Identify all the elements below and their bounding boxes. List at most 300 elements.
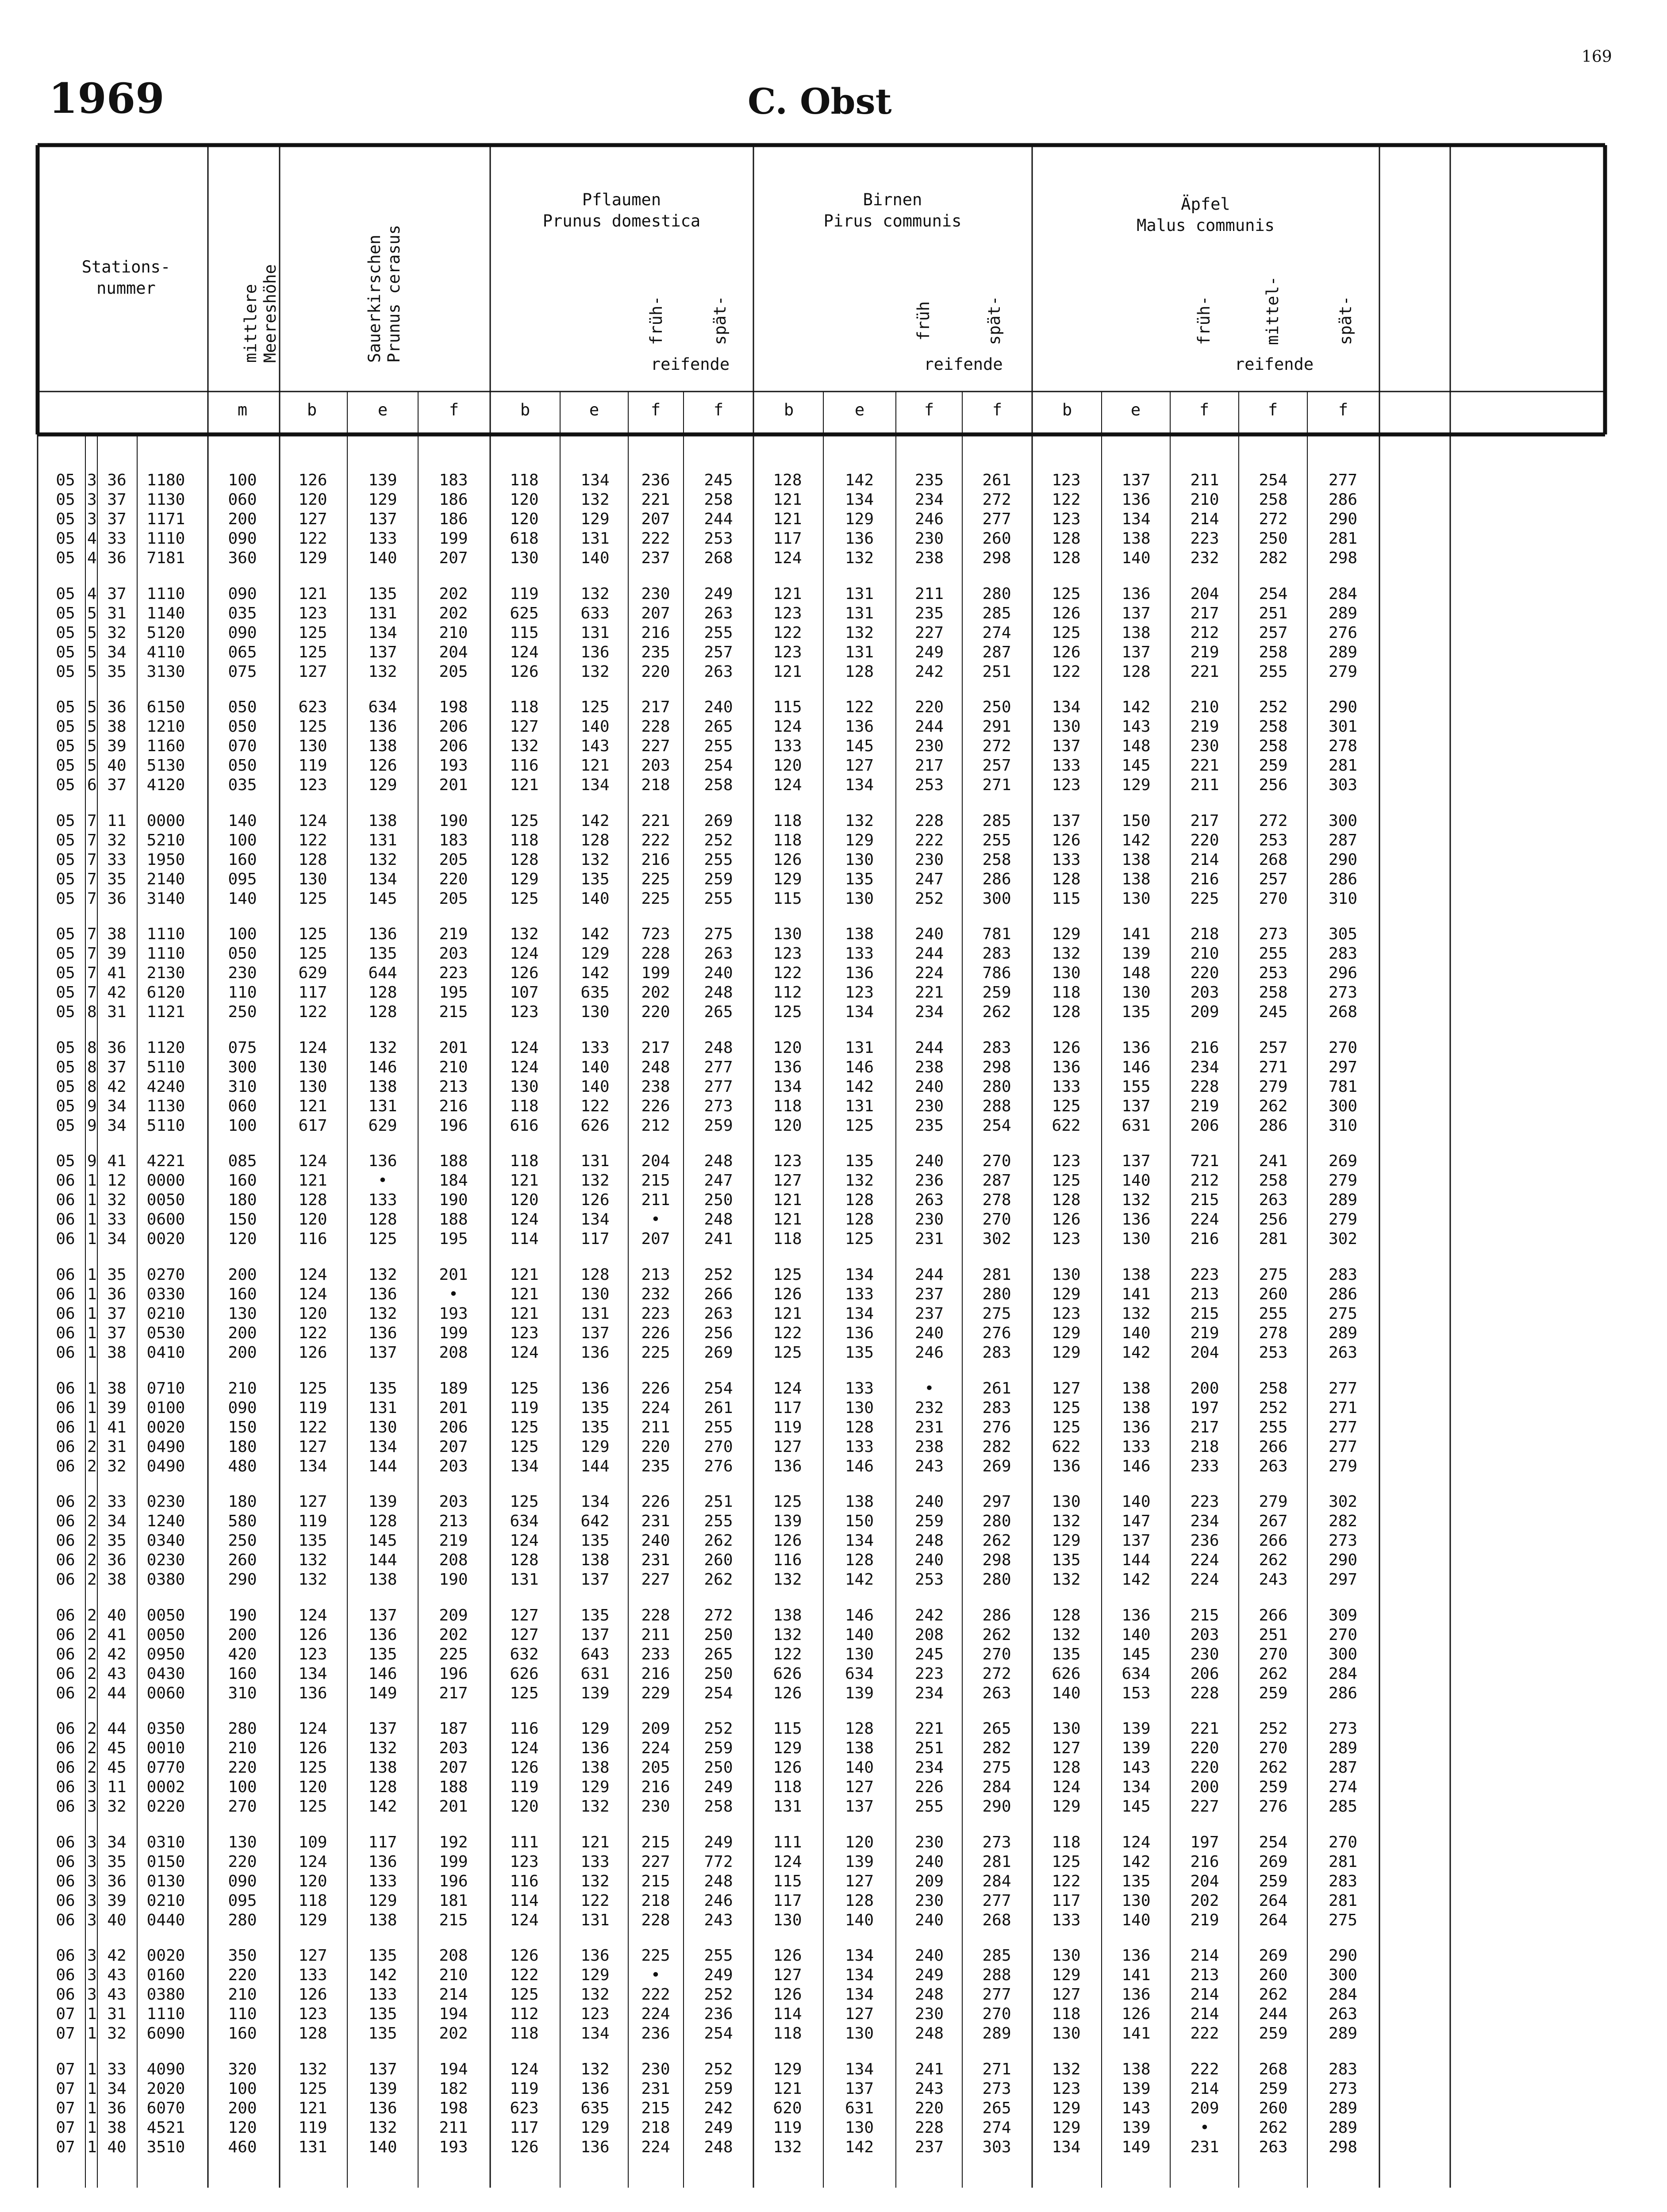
- table-cell: 118: [510, 831, 539, 849]
- table-cell: 280: [228, 1911, 257, 1929]
- table-cell: 6070: [146, 2099, 185, 2117]
- table-cell: 248: [704, 1152, 733, 1170]
- table-cell: 285: [1328, 1797, 1358, 1816]
- table-cell: 263: [914, 1191, 944, 1209]
- table-cell: 248: [704, 1210, 733, 1229]
- table-cell: 117: [1052, 1892, 1081, 1910]
- table-cell: 129: [773, 1739, 802, 1757]
- table-cell: 05: [56, 718, 75, 736]
- table-cell: 287: [1328, 831, 1358, 849]
- table-cell: 140: [228, 890, 257, 908]
- table-cell: 200: [228, 1626, 257, 1644]
- table-cell: 132: [368, 2119, 397, 2137]
- table-cell: 266: [1259, 1532, 1288, 1550]
- table-cell: 244: [1259, 2005, 1288, 2023]
- table-cell: 273: [1328, 1532, 1358, 1550]
- table-cell: 265: [704, 1003, 733, 1021]
- table-row: [0, 889, 1667, 909]
- table-row: [0, 1324, 1667, 1343]
- table-cell: 241: [1259, 1152, 1288, 1170]
- table-cell: 121: [773, 491, 802, 509]
- table-cell: 100: [228, 831, 257, 849]
- table-cell: 206: [1190, 1117, 1219, 1135]
- table-cell: 131: [580, 1911, 610, 1929]
- table-cell: 234: [1190, 1512, 1219, 1530]
- table-cell: 310: [228, 1684, 257, 1702]
- table-cell: 43: [107, 1985, 127, 2004]
- table-cell: 246: [914, 510, 944, 528]
- table-cell: 135: [845, 1344, 874, 1362]
- table-cell: 137: [845, 2080, 874, 2098]
- sub-header-label: b: [1062, 400, 1072, 419]
- table-cell: 118: [773, 1230, 802, 1248]
- table-cell: 119: [773, 2119, 802, 2137]
- table-cell: 118: [510, 1152, 539, 1170]
- table-cell: 07: [56, 2024, 75, 2043]
- table-cell: 1180: [146, 471, 185, 489]
- table-cell: 284: [1328, 1665, 1358, 1683]
- table-cell: 255: [704, 624, 733, 642]
- table-cell: 134: [845, 1305, 874, 1323]
- table-cell: 270: [704, 1438, 733, 1456]
- table-cell: 121: [773, 2080, 802, 2098]
- table-cell: 219: [1190, 718, 1219, 736]
- table-cell: 257: [1259, 1039, 1288, 1057]
- table-cell: 202: [439, 2024, 468, 2043]
- table-cell: 360: [228, 549, 257, 567]
- table-cell: 33: [107, 1210, 127, 1229]
- table-cell: 128: [845, 1210, 874, 1229]
- table-cell: 244: [914, 1266, 944, 1284]
- table-cell: 122: [773, 1324, 802, 1342]
- table-cell: 140: [1122, 1171, 1151, 1190]
- table-row: [0, 1492, 1667, 1512]
- table-cell: 206: [439, 737, 468, 755]
- table-cell: 118: [773, 1097, 802, 1115]
- table-row: [0, 1797, 1667, 1816]
- table-cell: 277: [1328, 1418, 1358, 1436]
- table-cell: 134: [845, 1966, 874, 1984]
- table-cell: 133: [1122, 1438, 1151, 1456]
- sub-header-label: b: [307, 400, 317, 419]
- table-cell: 277: [1328, 1379, 1358, 1398]
- table-cell: 155: [1122, 1078, 1151, 1096]
- table-cell: 132: [1052, 1571, 1081, 1589]
- table-cell: 302: [1328, 1493, 1358, 1511]
- table-cell: 124: [298, 812, 327, 830]
- table-cell: 297: [982, 1493, 1011, 1511]
- table-cell: 200: [228, 510, 257, 528]
- table-row: [0, 549, 1667, 568]
- table-cell: 06: [56, 1797, 75, 1816]
- table-cell: 32: [107, 2024, 127, 2043]
- table-cell: 100: [228, 1778, 257, 1796]
- table-cell: 194: [439, 2005, 468, 2023]
- table-cell: 095: [228, 870, 257, 888]
- table-cell: 276: [704, 1457, 733, 1475]
- table-cell: 123: [510, 1003, 539, 1021]
- table-cell: 06: [56, 1171, 75, 1190]
- table-cell: 124: [510, 1058, 539, 1076]
- table-cell: 125: [298, 1759, 327, 1777]
- table-cell: 38: [107, 925, 127, 943]
- table-cell: 5: [87, 737, 97, 755]
- table-row: [0, 2099, 1667, 2118]
- table-row: [0, 1719, 1667, 1739]
- sub-header-label: f: [1338, 400, 1348, 419]
- table-cell: 297: [1328, 1058, 1358, 1076]
- table-cell: 2: [87, 1532, 97, 1550]
- table-cell: 4240: [146, 1078, 185, 1096]
- table-cell: 132: [368, 1739, 397, 1757]
- table-cell: 5: [87, 698, 97, 716]
- table-row: [0, 1058, 1667, 1077]
- table-cell: 139: [368, 471, 397, 489]
- table-cell: 213: [439, 1078, 468, 1096]
- table-cell: 188: [439, 1210, 468, 1229]
- table-cell: 136: [580, 643, 610, 661]
- table-row: [0, 870, 1667, 889]
- table-cell: 205: [439, 851, 468, 869]
- table-cell: 210: [439, 624, 468, 642]
- table-cell: 44: [107, 1684, 127, 1702]
- table-cell: 137: [368, 2060, 397, 2078]
- table-cell: 274: [982, 2119, 1011, 2137]
- table-cell: 249: [704, 1966, 733, 1984]
- table-cell: 121: [580, 757, 610, 775]
- table-cell: 268: [1259, 851, 1288, 869]
- table-cell: 125: [298, 2080, 327, 2098]
- table-cell: 126: [1052, 831, 1081, 849]
- table-cell: 254: [982, 1117, 1011, 1135]
- table-cell: 148: [1122, 737, 1151, 755]
- table-cell: 120: [773, 1117, 802, 1135]
- table-cell: 37: [107, 491, 127, 509]
- table-cell: 124: [1052, 1778, 1081, 1796]
- table-cell: 110: [228, 983, 257, 1002]
- table-cell: 128: [580, 1266, 610, 1284]
- table-cell: 136: [580, 1379, 610, 1398]
- table-cell: 132: [580, 2060, 610, 2078]
- table-cell: 240: [641, 1532, 670, 1550]
- table-cell: 286: [1259, 1117, 1288, 1135]
- table-cell: 140: [580, 890, 610, 908]
- table-cell: 186: [439, 510, 468, 528]
- table-cell: 128: [510, 1551, 539, 1569]
- table-cell: 128: [1052, 870, 1081, 888]
- table-cell: 39: [107, 1892, 127, 1910]
- table-cell: 136: [368, 1285, 397, 1303]
- table-cell: 259: [704, 1739, 733, 1757]
- table-cell: 130: [228, 1305, 257, 1323]
- table-cell: 118: [510, 2024, 539, 2043]
- table-cell: 228: [641, 1911, 670, 1929]
- table-cell: 234: [914, 491, 944, 509]
- table-cell: 225: [641, 890, 670, 908]
- table-cell: 1: [87, 1191, 97, 1209]
- table-cell: 217: [1190, 812, 1219, 830]
- table-cell: 273: [704, 1097, 733, 1115]
- table-cell: 237: [641, 549, 670, 567]
- table-cell: 301: [1328, 718, 1358, 736]
- table-cell: 218: [641, 776, 670, 794]
- table-cell: 263: [982, 1684, 1011, 1702]
- table-row: [0, 1852, 1667, 1872]
- table-cell: 116: [510, 1720, 539, 1738]
- table-cell: 135: [580, 1399, 610, 1417]
- table-cell: 129: [580, 1966, 610, 1984]
- table-cell: 131: [773, 1797, 802, 1816]
- table-cell: 119: [298, 1512, 327, 1530]
- table-cell: 129: [1052, 925, 1081, 943]
- table-cell: 123: [1052, 1230, 1081, 1248]
- sub-header-label: b: [784, 400, 794, 419]
- table-cell: 251: [1259, 1626, 1288, 1644]
- table-row: [0, 643, 1667, 662]
- table-cell: 122: [1052, 491, 1081, 509]
- table-cell: 121: [298, 1171, 327, 1190]
- table-cell: 06: [56, 1872, 75, 1890]
- table-cell: 140: [1122, 549, 1151, 567]
- table-cell: 217: [914, 757, 944, 775]
- table-cell: 3: [87, 1966, 97, 1984]
- table-cell: 248: [704, 1872, 733, 1890]
- table-cell: 138: [368, 1571, 397, 1589]
- table-cell: 126: [510, 964, 539, 982]
- table-cell: 133: [298, 1966, 327, 1984]
- table-row: [0, 1343, 1667, 1363]
- table-cell: 139: [368, 1493, 397, 1511]
- table-cell: 220: [228, 1966, 257, 1984]
- table-cell: 41: [107, 1418, 127, 1436]
- table-cell: 255: [704, 890, 733, 908]
- table-cell: 188: [439, 1152, 468, 1170]
- table-cell: 1110: [146, 530, 185, 548]
- table-cell: 150: [1122, 812, 1151, 830]
- table-cell: 124: [510, 1344, 539, 1362]
- table-cell: 136: [580, 2138, 610, 2156]
- table-cell: 224: [641, 2005, 670, 2023]
- table-cell: 126: [298, 1626, 327, 1644]
- table-cell: 7: [87, 812, 97, 830]
- table-cell: 220: [439, 870, 468, 888]
- table-cell: 05: [56, 812, 75, 830]
- table-cell: 131: [298, 2138, 327, 2156]
- table-cell: 33: [107, 2060, 127, 2078]
- table-cell: 119: [298, 1399, 327, 1417]
- table-cell: 271: [982, 2060, 1011, 2078]
- table-cell: 136: [368, 1152, 397, 1170]
- table-cell: 05: [56, 510, 75, 528]
- table-cell: 4090: [146, 2060, 185, 2078]
- table-cell: 263: [1259, 1457, 1288, 1475]
- table-cell: 250: [704, 1191, 733, 1209]
- table-cell: 634: [1122, 1665, 1151, 1683]
- table-cell: 275: [982, 1759, 1011, 1777]
- table-cell: 251: [1259, 604, 1288, 622]
- table-cell: 126: [368, 757, 397, 775]
- table-cell: 128: [1122, 663, 1151, 681]
- table-cell: 285: [982, 812, 1011, 830]
- table-cell: 253: [1259, 964, 1288, 982]
- table-cell: 0340: [146, 1532, 185, 1550]
- table-cell: 05: [56, 698, 75, 716]
- table-row: [0, 1872, 1667, 1891]
- table-cell: 112: [510, 2005, 539, 2023]
- table-cell: 130: [298, 737, 327, 755]
- table-cell: 06: [56, 1418, 75, 1436]
- table-cell: 119: [298, 757, 327, 775]
- table-cell: 06: [56, 1551, 75, 1569]
- table-cell: 136: [580, 1739, 610, 1757]
- table-cell: 3: [87, 1947, 97, 1965]
- table-cell: 240: [914, 1324, 944, 1342]
- table-cell: 243: [914, 2080, 944, 2098]
- table-cell: 135: [580, 870, 610, 888]
- table-cell: 2: [87, 1438, 97, 1456]
- table-cell: 134: [368, 870, 397, 888]
- table-cell: 205: [439, 663, 468, 681]
- table-cell: 281: [1328, 1853, 1358, 1871]
- table-cell: 124: [773, 1853, 802, 1871]
- table-cell: 282: [982, 1438, 1011, 1456]
- table-cell: 623: [510, 2099, 539, 2117]
- table-cell: 134: [298, 1457, 327, 1475]
- table-cell: 0050: [146, 1606, 185, 1624]
- table-row: [0, 1512, 1667, 1531]
- table-cell: 623: [298, 698, 327, 716]
- table-cell: 223: [1190, 530, 1219, 548]
- table-cell: 273: [982, 2080, 1011, 2098]
- table-cell: 05: [56, 1078, 75, 1096]
- table-cell: 1: [87, 1171, 97, 1190]
- table-cell: 35: [107, 1266, 127, 1284]
- table-cell: 135: [1052, 1645, 1081, 1663]
- table-cell: 723: [641, 925, 670, 943]
- table-cell: 244: [914, 1039, 944, 1057]
- table-cell: 221: [914, 983, 944, 1002]
- table-cell: 256: [704, 1324, 733, 1342]
- table-cell: 277: [704, 1058, 733, 1076]
- table-row: [0, 717, 1667, 737]
- table-cell: 05: [56, 737, 75, 755]
- table-cell: 129: [845, 831, 874, 849]
- table-row: [0, 983, 1667, 1002]
- table-cell: 234: [914, 1003, 944, 1021]
- table-cell: 34: [107, 1512, 127, 1530]
- table-cell: 131: [845, 604, 874, 622]
- table-row: [0, 1625, 1667, 1645]
- table-cell: 2: [87, 1759, 97, 1777]
- table-cell: 140: [580, 1078, 610, 1096]
- table-row: [0, 1152, 1667, 1171]
- table-cell: 07: [56, 2060, 75, 2078]
- table-cell: 220: [1190, 831, 1219, 849]
- table-cell: 269: [704, 1344, 733, 1362]
- table-cell: 140: [368, 549, 397, 567]
- table-cell: 280: [228, 1720, 257, 1738]
- table-row: [0, 1778, 1667, 1797]
- table-cell: 190: [439, 1191, 468, 1209]
- table-cell: 129: [1052, 1344, 1081, 1362]
- table-cell: 090: [228, 585, 257, 603]
- table-cell: 131: [368, 1097, 397, 1115]
- table-cell: 5: [87, 624, 97, 642]
- table-row: [0, 1418, 1667, 1437]
- header-pears: Birnen Pirus communis: [823, 190, 962, 230]
- table-cell: 130: [1052, 964, 1081, 982]
- table-cell: 117: [368, 1833, 397, 1851]
- table-cell: 199: [439, 530, 468, 548]
- table-cell: 126: [1052, 1210, 1081, 1229]
- table-cell: 0770: [146, 1759, 185, 1777]
- table-cell: 200: [1190, 1379, 1219, 1398]
- table-row: [0, 1190, 1667, 1210]
- sub-header-label: f: [1268, 400, 1278, 419]
- table-cell: 230: [641, 2060, 670, 2078]
- table-cell: 219: [439, 925, 468, 943]
- table-cell: 137: [368, 643, 397, 661]
- table-cell: 124: [298, 1152, 327, 1170]
- table-cell: 136: [580, 1947, 610, 1965]
- table-cell: 0060: [146, 1684, 185, 1702]
- table-cell: 0130: [146, 1872, 185, 1890]
- table-cell: 258: [1259, 1171, 1288, 1190]
- table-cell: 268: [982, 1911, 1011, 1929]
- table-cell: 125: [298, 1379, 327, 1398]
- table-cell: 126: [510, 1759, 539, 1777]
- table-cell: 6120: [146, 983, 185, 1002]
- table-cell: 06: [56, 1532, 75, 1550]
- table-cell: 131: [845, 1097, 874, 1115]
- table-cell: 209: [1190, 1003, 1219, 1021]
- table-cell: 31: [107, 2005, 127, 2023]
- table-cell: 235: [641, 1457, 670, 1475]
- table-cell: 230: [914, 1097, 944, 1115]
- table-cell: 232: [914, 1399, 944, 1417]
- table-cell: 136: [368, 1324, 397, 1342]
- table-cell: 124: [510, 945, 539, 963]
- table-cell: 129: [1052, 2099, 1081, 2117]
- table-cell: 124: [298, 1039, 327, 1057]
- table-cell: 277: [982, 510, 1011, 528]
- table-cell: 9: [87, 1097, 97, 1115]
- table-cell: 130: [845, 1645, 874, 1663]
- table-cell: 131: [580, 1305, 610, 1323]
- table-cell: 117: [773, 1892, 802, 1910]
- table-cell: 232: [641, 1285, 670, 1303]
- table-cell: 183: [439, 471, 468, 489]
- table-cell: 254: [1259, 1833, 1288, 1851]
- table-cell: 460: [228, 2138, 257, 2156]
- table-cell: 06: [56, 1645, 75, 1663]
- table-cell: 249: [704, 1833, 733, 1851]
- table-cell: 7: [87, 851, 97, 869]
- table-cell: 781: [982, 925, 1011, 943]
- table-cell: 207: [439, 549, 468, 567]
- table-cell: 283: [982, 1399, 1011, 1417]
- table-cell: 134: [580, 471, 610, 489]
- table-cell: 05: [56, 945, 75, 963]
- table-cell: 2020: [146, 2080, 185, 2098]
- table-cell: 4221: [146, 1152, 185, 1170]
- table-cell: 214: [1190, 1947, 1219, 1965]
- table-cell: 131: [580, 624, 610, 642]
- table-cell: 120: [228, 2119, 257, 2137]
- table-cell: 1: [87, 1266, 97, 1284]
- table-cell: 121: [298, 2099, 327, 2117]
- table-cell: 119: [773, 1418, 802, 1436]
